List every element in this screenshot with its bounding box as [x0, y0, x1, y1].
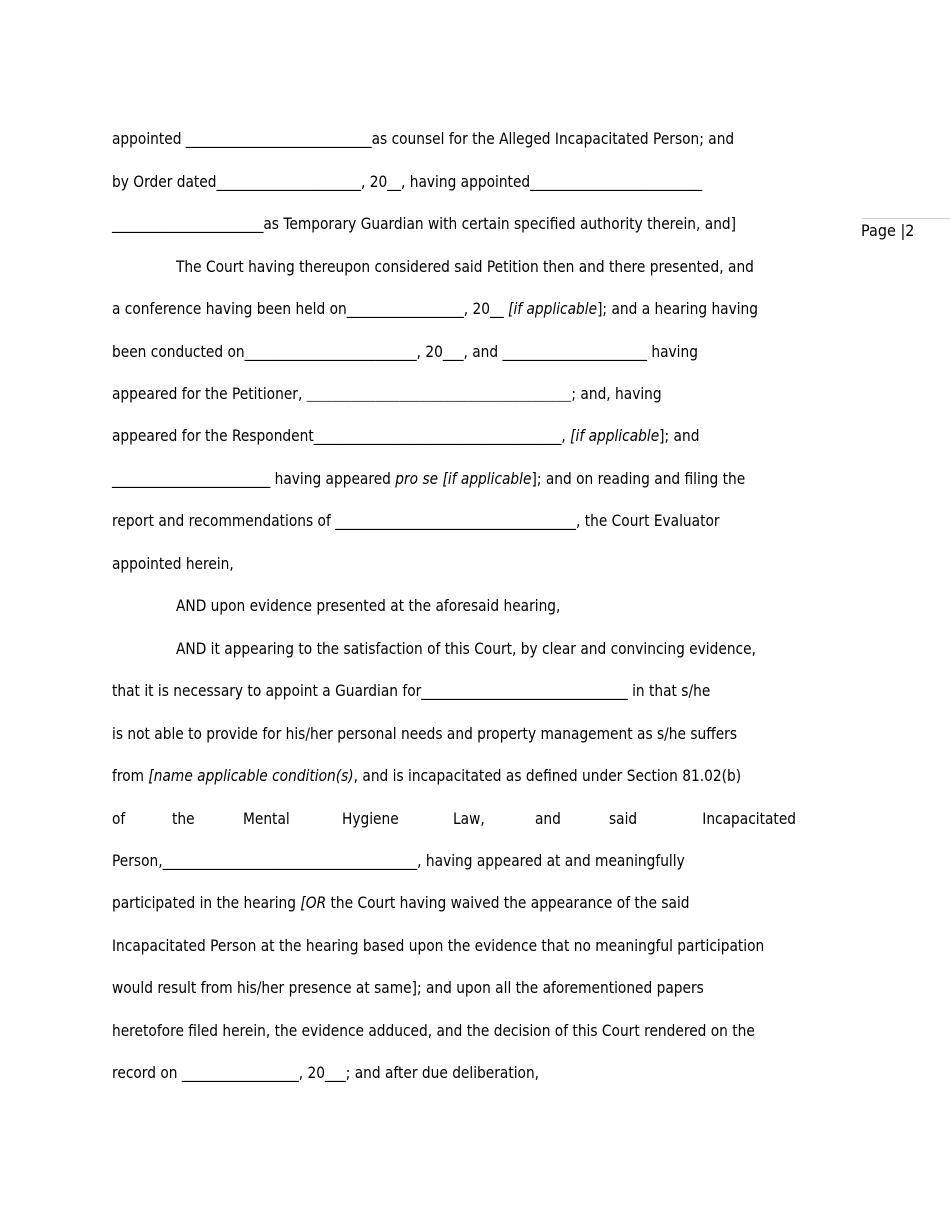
text-line-9-italic: pro se [if applicable — [395, 469, 532, 488]
text-line-12: AND upon evidence presented at the aforesaid hearing, — [176, 596, 561, 615]
justified-word: said — [609, 809, 638, 828]
text-line-5-part-3: ]; and a hearing having — [597, 299, 759, 318]
text-line-18: Person,_____________________________________, having appeared at and meaningfully — [112, 851, 685, 870]
text-line-23: record on _________________, 20___; and after due deliberation, — [112, 1063, 540, 1082]
page-number: Page |2 — [861, 221, 915, 240]
text-line-9 — [112, 468, 745, 490]
text-line-8-italic: [if applicable — [570, 426, 660, 445]
text-line-10: report and recommendations of ___________________________________, the Court Evaluator — [112, 511, 720, 530]
text-line-16-italic: [name applicable condition(s) — [148, 766, 354, 785]
text-line-4: The Court having thereupon considered said Petition then and there presented, and — [176, 257, 754, 276]
text-line-8 — [112, 425, 699, 447]
text-line-9-part-3: ]; and on reading and filing the — [531, 469, 746, 488]
text-line-13: AND it appearing to the satisfaction of this Court, by clear and convincing evidence, — [176, 639, 756, 658]
text-line-6: been conducted on_________________________, 20___, and _____________________ having — [112, 342, 698, 361]
text-line-16-part-3: , and is incapacitated as defined under Section 81.02(b) — [353, 766, 742, 785]
justified-word: the — [172, 809, 195, 828]
text-line-22: heretofore filed herein, the evidence adduced, and the decision of this Court rendered on the — [112, 1021, 755, 1040]
text-line-15: is not able to provide for his/her personal needs and property management as s/he suffers — [112, 724, 738, 743]
text-line-7-blank: ______________________________________________________ — [306, 389, 572, 402]
justified-word: of — [112, 809, 126, 828]
justified-word: Law, — [452, 809, 485, 828]
text-line-19 — [112, 892, 690, 914]
text-line-3: ______________________as Temporary Guardian with certain specified authority therein, and] — [112, 214, 737, 233]
justified-word: and — [534, 809, 561, 828]
text-line-16-part-1: from — [112, 766, 149, 785]
text-line-8-part-3: ]; and — [659, 426, 700, 445]
text-line-7 — [112, 383, 662, 405]
text-line-7-part-1: appeared for the Petitioner, — [112, 384, 307, 403]
text-line-16 — [112, 765, 741, 787]
text-line-11: appointed herein, — [112, 554, 234, 573]
text-line-1: appointed ___________________________as counsel for the Alleged Incapacitated Person; and — [112, 129, 735, 148]
text-line-5 — [112, 298, 758, 320]
text-line-5-italic: [if applicable — [508, 299, 598, 318]
text-line-21: would result from his/her presence at same]; and upon all the aforementioned papers — [112, 978, 704, 997]
text-line-8-part-1: appeared for the Respondent____________________________________, — [112, 426, 571, 445]
text-line-20: Incapacitated Person at the hearing based upon the evidence that no meaningful participation — [112, 936, 765, 955]
text-line-14: that it is necessary to appoint a Guardian for______________________________ in that s/he — [112, 681, 711, 700]
justified-word: Incapacitated — [702, 809, 796, 828]
text-line-9-part-1: _______________________ having appeared — [112, 469, 396, 488]
text-line-2: by Order dated_____________________, 20__, having appointed_________________________ — [112, 172, 703, 191]
justified-word: Hygiene — [342, 809, 399, 828]
text-line-17 — [112, 808, 796, 830]
justified-word: Mental — [243, 809, 290, 828]
text-line-7-part-3: ; and, having — [571, 384, 662, 403]
text-line-19-part-1: participated in the hearing — [112, 893, 301, 912]
text-line-19-part-3: the Court having waived the appearance of the said — [326, 893, 690, 912]
text-line-19-italic: [OR — [300, 893, 327, 912]
header-rule — [862, 218, 950, 219]
text-line-5-part-1: a conference having been held on_________________, 20__ — [112, 299, 509, 318]
